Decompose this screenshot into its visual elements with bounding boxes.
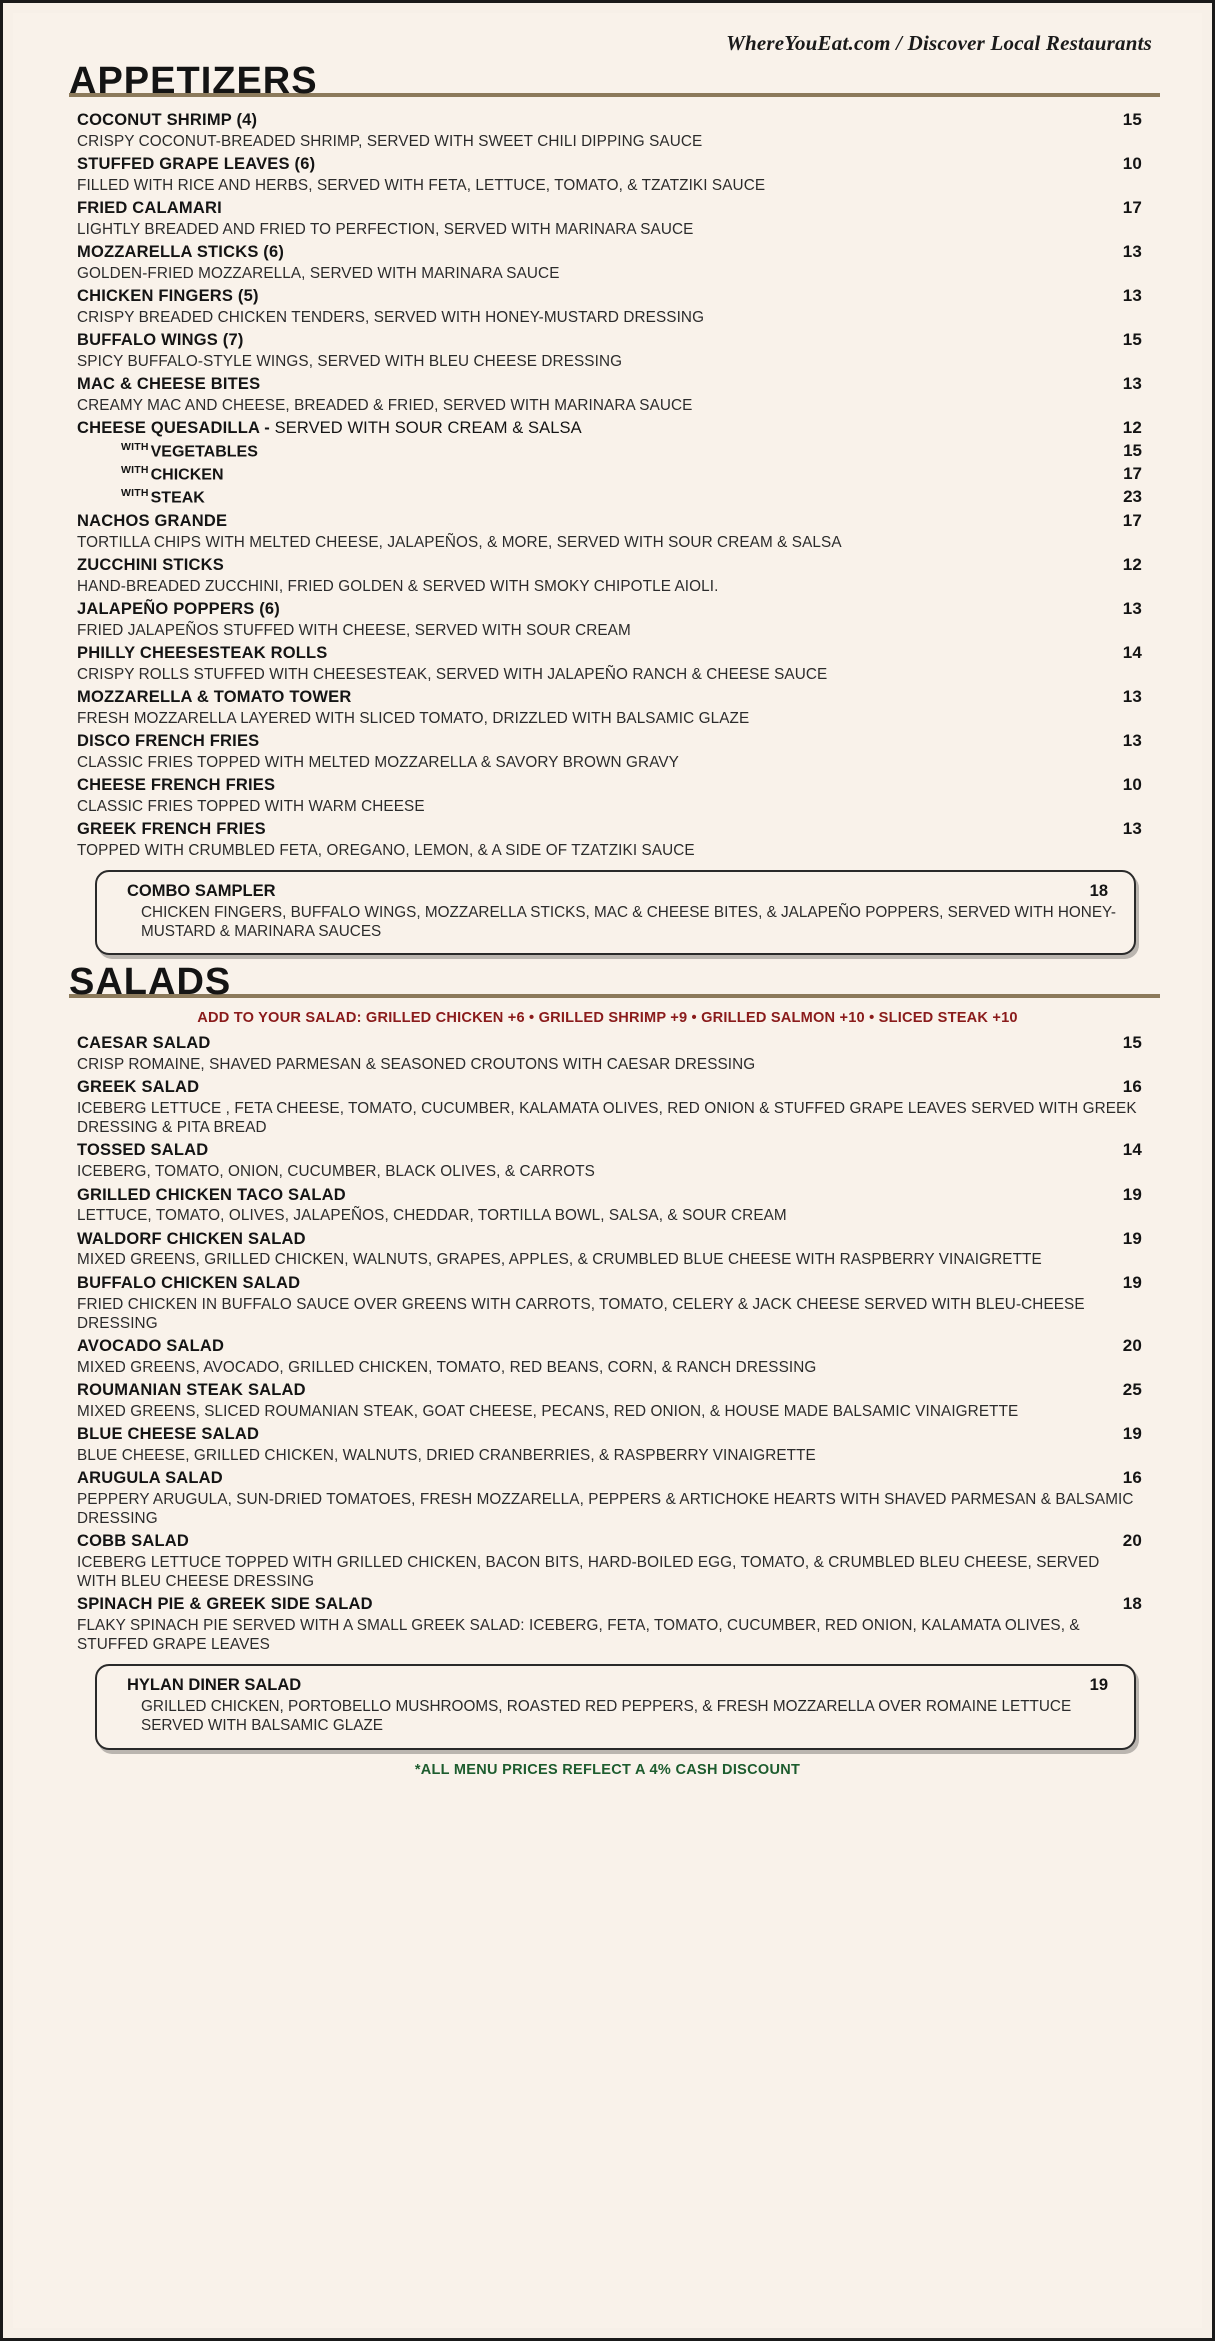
- menu-item: [77, 109, 1142, 151]
- item-description: PEPPERY ARUGULA, SUN-DRIED TOMATOES, FRESH MOZZARELLA, PEPPERS & ARTICHOKE HEARTS WITH SHAVED PARMESAN & BALSAMIC DRESSING: [77, 1490, 1134, 1527]
- item-price: 12: [1122, 418, 1142, 438]
- menu-item: [77, 1228, 1142, 1270]
- item-description: CRISPY BREADED CHICKEN TENDERS, SERVED WITH HONEY-MUSTARD DRESSING: [77, 309, 705, 327]
- item-name: CAESAR SALAD: [77, 1034, 211, 1053]
- item-description: CRISP ROMAINE, SHAVED PARMESAN & SEASONED CROUTONS WITH CAESAR DRESSING: [77, 1056, 756, 1074]
- item-price: 10: [1122, 774, 1142, 794]
- item-description: CLASSIC FRIES TOPPED WITH WARM CHEESE: [77, 797, 425, 815]
- item-name: ARUGULA SALAD: [77, 1468, 223, 1487]
- box-item-description: CHICKEN FINGERS, BUFFALO WINGS, MOZZARELLA STICKS, MAC & CHEESE BITES, & JALAPEÑO POPPERS, SERVED WITH HONEY-MUSTARD & MARINARA SAUCES: [141, 904, 1116, 941]
- item-price: 20: [1122, 1531, 1142, 1551]
- item-name: CHEESE FRENCH FRIES: [77, 775, 276, 794]
- item-name: GREEK FRENCH FRIES: [77, 819, 266, 838]
- item-name: CHICKEN FINGERS (5): [77, 287, 259, 306]
- item-name: MAC & CHEESE BITES: [77, 375, 261, 394]
- box-item-price: 19: [1089, 1676, 1108, 1695]
- item-description: ICEBERG, TOMATO, ONION, CUCUMBER, BLACK OLIVES, & CARROTS: [77, 1163, 595, 1181]
- menu-item: [77, 774, 1142, 816]
- menu-item: [77, 1184, 1142, 1226]
- menu-subitem: [77, 486, 1142, 509]
- menu-item: [77, 153, 1142, 195]
- item-description: GOLDEN-FRIED MOZZARELLA, SERVED WITH MARINARA SAUCE: [77, 265, 560, 283]
- item-price: 19: [1122, 1184, 1142, 1204]
- menu-item: [77, 1530, 1142, 1591]
- subitem-price: 17: [1123, 464, 1142, 484]
- item-name: COCONUT SHRIMP (4): [77, 111, 258, 129]
- cash-discount-note: *ALL MENU PRICES REFLECT A 4% CASH DISCOUNT: [414, 1761, 801, 1778]
- item-price: 20: [1122, 1335, 1142, 1355]
- menu-item: [77, 642, 1142, 684]
- item-price: 10: [1122, 154, 1142, 174]
- item-description: ICEBERG LETTUCE , FETA CHEESE, TOMATO, CUCUMBER, KALAMATA OLIVES, RED ONION & STUFFED GRAPE LEAVES SERVED WITH GREEK DRESSING & PITA BREAD: [77, 1100, 1137, 1137]
- item-price: 18: [1122, 1594, 1142, 1614]
- item-description: CRISPY COCONUT-BREADED SHRIMP, SERVED WITH SWEET CHILI DIPPING SAUCE: [77, 132, 703, 150]
- menu-item: [77, 510, 1142, 552]
- item-description: TOPPED WITH CRUMBLED FETA, OREGANO, LEMON, & A SIDE OF TZATZIKI SAUCE: [77, 841, 695, 859]
- item-description: MIXED GREENS, GRILLED CHICKEN, WALNUTS, GRAPES, APPLES, & CRUMBLED BLUE CHEESE WITH RASPBERRY VINAIGRETTE: [77, 1251, 1042, 1269]
- item-price: 14: [1122, 1140, 1142, 1160]
- item-price: 13: [1122, 374, 1142, 394]
- menu-item: [77, 554, 1142, 596]
- menu-item: [77, 1467, 1142, 1528]
- menu-item: [77, 1076, 1142, 1137]
- item-description: MIXED GREENS, SLICED ROUMANIAN STEAK, GOAT CHEESE, PECANS, RED ONION, & HOUSE MADE BALSAMIC VINAIGRETTE: [77, 1402, 1019, 1420]
- item-name: STUFFED GRAPE LEAVES (6): [77, 155, 316, 174]
- item-price: 13: [1122, 286, 1142, 306]
- menu-item: [77, 197, 1142, 239]
- item-name: BUFFALO CHICKEN SALAD: [77, 1273, 301, 1292]
- item-name: JALAPEÑO POPPERS (6): [77, 599, 280, 618]
- salad-addons-note: ADD TO YOUR SALAD: GRILLED CHICKEN +6 • GRILLED SHRIMP +9 • GRILLED SALMON +10 • SLICED STEAK +10: [197, 1010, 1018, 1027]
- item-price: 13: [1122, 686, 1142, 706]
- item-name: COBB SALAD: [77, 1532, 189, 1551]
- item-price: 25: [1122, 1379, 1142, 1399]
- item-price: 17: [1122, 510, 1142, 530]
- item-name: TOSSED SALAD: [77, 1141, 209, 1160]
- menu-subitem: [77, 463, 1142, 486]
- item-description: FRESH MOZZARELLA LAYERED WITH SLICED TOMATO, DRIZZLED WITH BALSAMIC GLAZE: [77, 709, 750, 727]
- menu-item: [77, 241, 1142, 283]
- menu-item-quesadilla: [77, 417, 1142, 508]
- section-header-salads: [55, 961, 1160, 1004]
- menu-item: [77, 285, 1142, 327]
- item-price: 14: [1122, 642, 1142, 662]
- subitem-name: $^{WITH}$ STEAK: [121, 486, 205, 506]
- item-description: FILLED WITH RICE AND HERBS, SERVED WITH FETA, LETTUCE, TOMATO, & TZATZIKI SAUCE: [77, 176, 766, 194]
- item-name: DISCO FRENCH FRIES: [77, 731, 260, 750]
- item-description: SPICY BUFFALO-STYLE WINGS, SERVED WITH BLEU CHEESE DRESSING: [77, 353, 623, 371]
- item-description: FRIED JALAPEÑOS STUFFED WITH CHEESE, SERVED WITH SOUR CREAM: [77, 621, 631, 639]
- subitem-with-label: WITH: [121, 440, 149, 453]
- menu-subitem: [77, 440, 1142, 463]
- item-description: FLAKY SPINACH PIE SERVED WITH A SMALL GREEK SALAD: ICEBERG, FETA, TOMATO, CUCUMBER, RED ONION, KALAMATA OLIVES, & STUFFED GRAPE LEAVES: [77, 1617, 1080, 1654]
- menu-item: [77, 373, 1142, 415]
- item-name-suffix: SERVED WITH SOUR CREAM & SALSA: [269, 419, 582, 438]
- item-name-main: CHEESE QUESADILLA -: [77, 419, 270, 438]
- item-name: SPINACH PIE & GREEK SIDE SALAD: [77, 1595, 373, 1614]
- item-price: 19: [1122, 1228, 1142, 1248]
- section-header-appetizers: [55, 60, 1160, 103]
- item-description: BLUE CHEESE, GRILLED CHICKEN, WALNUTS, DRIED CRANBERRIES, & RASPBERRY VINAIGRETTE: [77, 1446, 816, 1464]
- item-description: ICEBERG LETTUCE TOPPED WITH GRILLED CHICKEN, BACON BITS, HARD-BOILED EGG, TOMATO, & CRUMBLED BLEU CHEESE, SERVED WITH BLEU CHEESE DRESSING: [77, 1553, 1100, 1591]
- menu-inner: [13, 13, 1202, 2328]
- item-description: CLASSIC FRIES TOPPED WITH MELTED MOZZARELLA & SAVORY BROWN GRAVY: [77, 753, 679, 771]
- item-price: 15: [1122, 110, 1142, 129]
- menu-item: [77, 329, 1142, 371]
- menu-item: [77, 598, 1142, 640]
- item-description: CRISPY ROLLS STUFFED WITH CHEESESTEAK, SERVED WITH JALAPEÑO RANCH & CHEESE SAUCE: [77, 665, 828, 683]
- item-description: LIGHTLY BREADED AND FRIED TO PERFECTION, SERVED WITH MARINARA SAUCE: [77, 221, 694, 239]
- item-name: NACHOS GRANDE: [77, 511, 228, 530]
- menu-item: [77, 1139, 1142, 1181]
- menu-item: [77, 1379, 1142, 1421]
- item-price: 16: [1122, 1077, 1142, 1097]
- section-title: APPETIZERS: [69, 60, 318, 102]
- menu-item: [77, 1272, 1142, 1333]
- menu-item: [77, 818, 1142, 860]
- subitem-price: 23: [1123, 486, 1142, 506]
- subitem-with-label: WITH: [121, 463, 149, 476]
- item-name: GREEK SALAD: [77, 1078, 200, 1097]
- menu-item: [77, 730, 1142, 772]
- item-price: 19: [1122, 1272, 1142, 1292]
- subitem-name: $^{WITH}$ VEGETABLES: [121, 440, 258, 461]
- salads-list: [55, 1032, 1160, 1654]
- item-price: 13: [1122, 242, 1142, 262]
- item-name: ROUMANIAN STEAK SALAD: [77, 1380, 306, 1399]
- item-name: BUFFALO WINGS (7): [77, 331, 244, 350]
- item-price: 19: [1122, 1423, 1142, 1443]
- item-price: 15: [1122, 330, 1142, 350]
- box-item-name: HYLAN DINER SALAD: [127, 1676, 302, 1695]
- subitem-price: 15: [1123, 441, 1142, 461]
- hylan-diner-salad-box: [95, 1664, 1136, 1749]
- menu-item: [77, 1335, 1142, 1377]
- item-name: WALDORF CHICKEN SALAD: [77, 1229, 306, 1248]
- item-name: MOZZARELLA & TOMATO TOWER: [77, 687, 352, 706]
- item-name: PHILLY CHEESESTEAK ROLLS: [77, 643, 328, 662]
- item-description: MIXED GREENS, AVOCADO, GRILLED CHICKEN, TOMATO, RED BEANS, CORN, & RANCH DRESSING: [77, 1358, 817, 1376]
- item-description: TORTILLA CHIPS WITH MELTED CHEESE, JALAPEÑOS, & MORE, SERVED WITH SOUR CREAM & SALSA: [77, 533, 842, 551]
- menu-item: [77, 686, 1142, 728]
- item-description: LETTUCE, TOMATO, OLIVES, JALAPEÑOS, CHEDDAR, TORTILLA BOWL, SALSA, & SOUR CREAM: [77, 1207, 787, 1225]
- item-name: BLUE CHEESE SALAD: [77, 1424, 260, 1443]
- item-price: 16: [1122, 1467, 1142, 1487]
- item-price: 12: [1122, 554, 1142, 574]
- menu-item: [77, 1032, 1142, 1074]
- item-description: CREAMY MAC AND CHEESE, BREADED & FRIED, SERVED WITH MARINARA SAUCE: [77, 397, 693, 415]
- menu-item: [77, 1423, 1142, 1465]
- combo-sampler-box: [95, 870, 1136, 955]
- item-price: 13: [1122, 730, 1142, 750]
- item-name: AVOCADO SALAD: [77, 1336, 225, 1355]
- site-attribution: WhereYouEat.com / Discover Local Restaurants: [726, 31, 1152, 55]
- item-description: HAND-BREADED ZUCCHINI, FRIED GOLDEN & SERVED WITH SMOKY CHIPOTLE AIOLI.: [77, 577, 719, 595]
- box-item-price: 18: [1089, 882, 1108, 901]
- item-price: 15: [1122, 1033, 1142, 1053]
- box-item-name: COMBO SAMPLER: [127, 882, 276, 901]
- item-price: 13: [1122, 598, 1142, 618]
- subitem-name: $^{WITH}$ CHICKEN: [121, 463, 224, 484]
- item-price: 17: [1122, 198, 1142, 218]
- item-name: MOZZARELLA STICKS (6): [77, 243, 285, 262]
- box-item-description: GRILLED CHICKEN, PORTOBELLO MUSHROOMS, ROASTED RED PEPPERS, & FRESH MOZZARELLA OVER ROMAINE LETTUCE SERVED WITH BALSAMIC GLAZE: [141, 1698, 1072, 1735]
- item-name: [77, 417, 582, 439]
- section-title: SALADS: [69, 961, 232, 1004]
- item-name: FRIED CALAMARI: [77, 199, 222, 218]
- item-description: FRIED CHICKEN IN BUFFALO SAUCE OVER GREENS WITH CARROTS, TOMATO, CELERY & JACK CHEESE SERVED WITH BLEU-CHEESE DRESSING: [77, 1295, 1085, 1332]
- item-name: ZUCCHINI STICKS: [77, 555, 224, 574]
- subitem-with-label: WITH: [121, 486, 149, 499]
- item-name: GRILLED CHICKEN TACO SALAD: [77, 1185, 346, 1204]
- item-price: 13: [1122, 818, 1142, 838]
- appetizers-list: [55, 109, 1160, 860]
- menu-item: [77, 1593, 1142, 1654]
